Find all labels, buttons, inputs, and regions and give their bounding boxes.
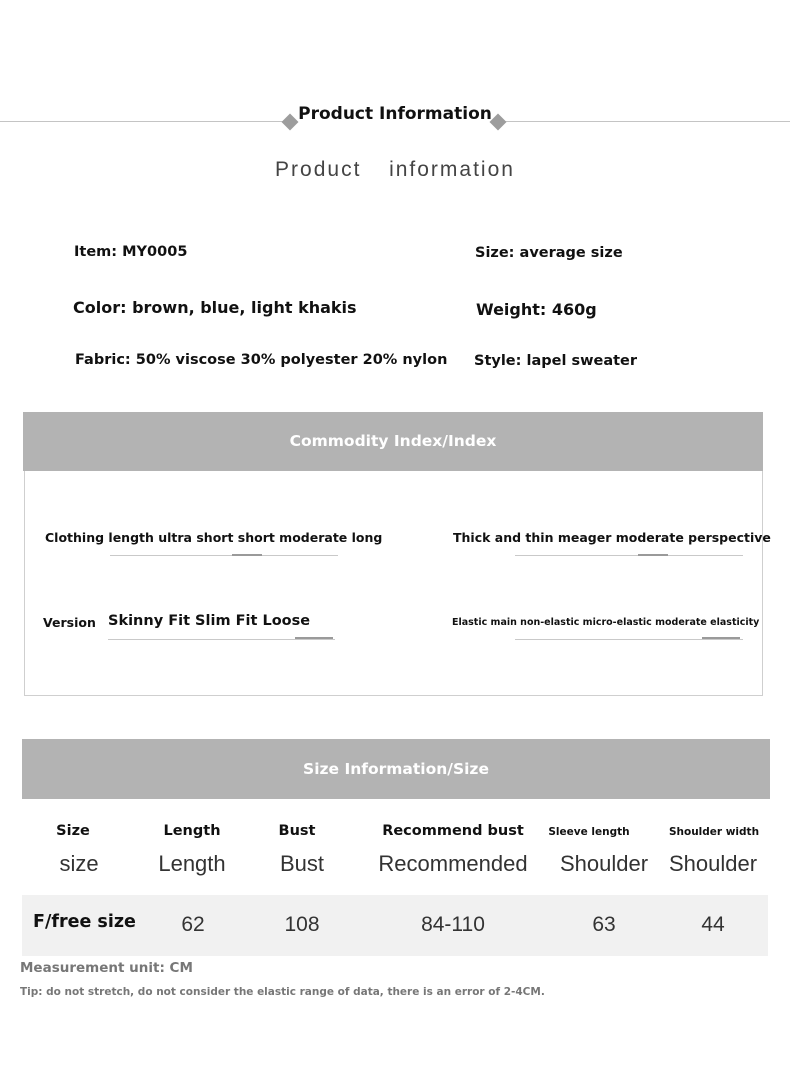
tip-note: Tip: do not stretch, do not consider the elastic range of data, there is an error of 2-4CM. (20, 986, 545, 998)
clothing-length-scale: Clothing length ultra short short moderate long (45, 530, 383, 545)
info-style: Style: lapel sweater (474, 353, 638, 369)
row-shoulder-width: 44 (701, 913, 725, 936)
subheader-sleeve: Shoulder (559, 851, 649, 876)
elastic-marker (702, 637, 740, 639)
subheader-recommended: Recommended (378, 851, 528, 876)
subheader-size: size (59, 851, 99, 876)
elastic-bar (515, 639, 743, 640)
thickness-bar (515, 555, 743, 556)
header-size: Size (56, 823, 90, 839)
row-bust: 108 (284, 913, 320, 936)
header-bust: Bust (278, 823, 316, 839)
info-size: Size: average size (475, 245, 623, 261)
version-bar (108, 639, 335, 640)
header-sleeve-length: Sleeve length (548, 826, 630, 838)
row-length: 62 (181, 913, 205, 936)
thickness-scale: Thick and thin meager moderate perspective (453, 530, 771, 545)
info-item: Item: MY0005 (74, 244, 188, 260)
version-options: Skinny Fit Slim Fit Loose (108, 613, 311, 629)
clothing-length-bar (110, 555, 338, 556)
info-color: Color: brown, blue, light khakis (73, 298, 357, 317)
page-subtitle: Product information (275, 158, 515, 181)
row-sleeve-length: 63 (592, 913, 616, 936)
subheader-bust: Bust (279, 851, 325, 876)
header-shoulder-width: Shoulder width (668, 826, 760, 838)
subheader-shoulder: Shoulder (668, 851, 758, 876)
version-marker (295, 637, 333, 639)
elastic-scale: Elastic main non-elastic micro-elastic moderate elasticity (452, 617, 760, 628)
page-title: Product Information (298, 104, 492, 124)
row-recommend-bust: 84-110 (421, 913, 485, 936)
measurement-unit: Measurement unit: CM (20, 960, 193, 976)
thickness-marker (638, 554, 668, 556)
subheader-length: Length (158, 851, 226, 876)
commodity-index-title: Commodity Index/Index (23, 412, 763, 471)
header-recommend-bust: Recommend bust (382, 823, 524, 839)
version-label: Version (43, 615, 96, 630)
size-info-title: Size Information/Size (22, 739, 770, 799)
row-size: F/free size (33, 912, 136, 932)
info-fabric: Fabric: 50% viscose 30% polyester 20% nylon (75, 352, 448, 368)
header-length: Length (163, 823, 221, 839)
info-weight: Weight: 460g (476, 300, 597, 319)
clothing-length-marker (232, 554, 262, 556)
